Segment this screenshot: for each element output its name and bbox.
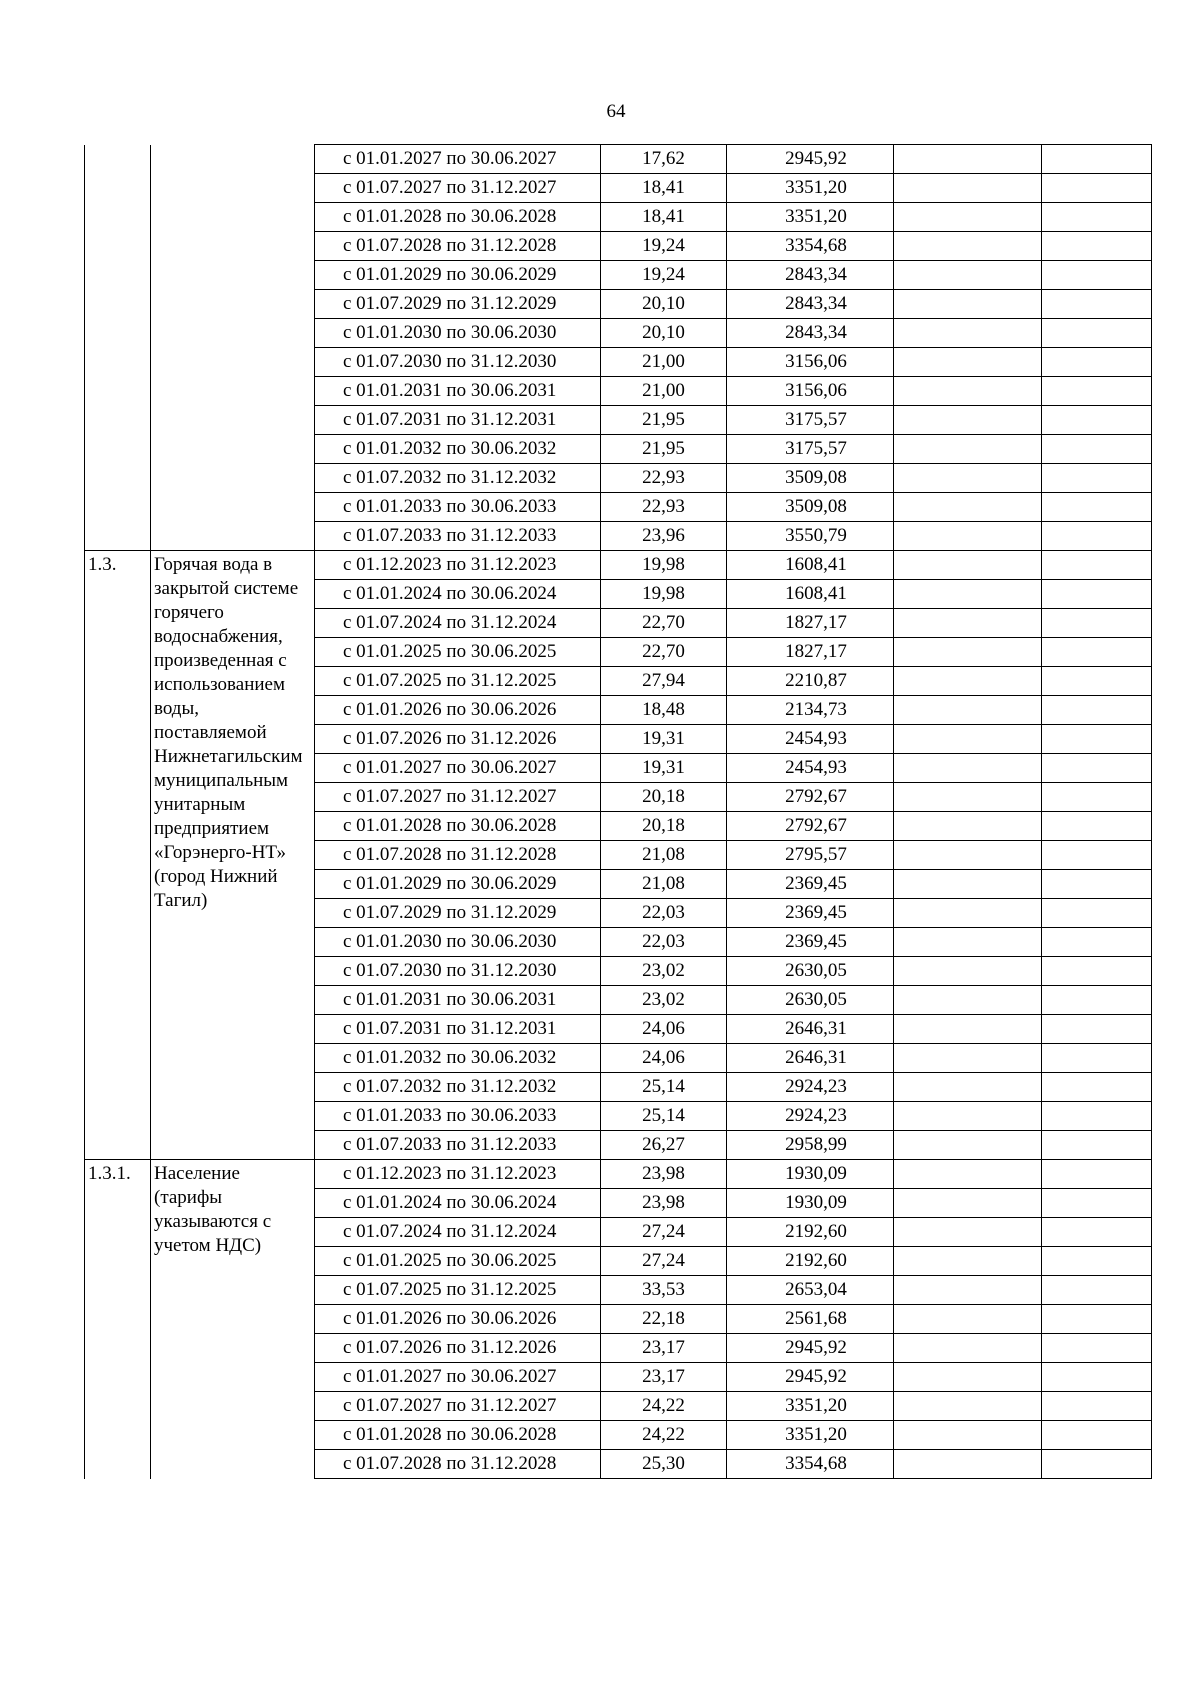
- section-name: Население (тарифы указываются с учетом НДС): [151, 1160, 315, 1479]
- empty-cell: [1042, 1131, 1152, 1160]
- value-cell-1: 23,98: [601, 1160, 727, 1189]
- empty-cell: [894, 986, 1042, 1015]
- empty-cell: [894, 290, 1042, 319]
- value-cell-2: 2924,23: [727, 1102, 894, 1131]
- period-cell: с 01.07.2026 по 31.12.2026: [315, 1334, 601, 1363]
- period-cell: с 01.01.2028 по 30.06.2028: [315, 812, 601, 841]
- value-cell-2: 3351,20: [727, 1421, 894, 1450]
- value-cell-2: 2795,57: [727, 841, 894, 870]
- empty-cell: [1042, 754, 1152, 783]
- value-cell-1: 18,48: [601, 696, 727, 725]
- section-number: 1.3.1.: [85, 1160, 151, 1479]
- empty-cell: [894, 638, 1042, 667]
- empty-cell: [1042, 899, 1152, 928]
- value-cell-2: 2958,99: [727, 1131, 894, 1160]
- empty-cell: [894, 1305, 1042, 1334]
- value-cell-2: 3175,57: [727, 435, 894, 464]
- value-cell-1: 24,22: [601, 1421, 727, 1450]
- empty-cell: [1042, 696, 1152, 725]
- period-cell: с 01.01.2027 по 30.06.2027: [315, 145, 601, 174]
- empty-cell: [1042, 870, 1152, 899]
- empty-cell: [1042, 1421, 1152, 1450]
- period-cell: с 01.07.2028 по 31.12.2028: [315, 841, 601, 870]
- period-cell: с 01.07.2028 по 31.12.2028: [315, 1450, 601, 1479]
- empty-cell: [1042, 348, 1152, 377]
- value-cell-2: 2843,34: [727, 261, 894, 290]
- period-cell: с 01.07.2030 по 31.12.2030: [315, 957, 601, 986]
- empty-cell: [1042, 1102, 1152, 1131]
- empty-cell: [894, 1102, 1042, 1131]
- value-cell-2: 2945,92: [727, 1363, 894, 1392]
- empty-cell: [1042, 841, 1152, 870]
- value-cell-1: 18,41: [601, 203, 727, 232]
- empty-cell: [894, 1276, 1042, 1305]
- empty-cell: [1042, 1334, 1152, 1363]
- period-cell: с 01.01.2032 по 30.06.2032: [315, 435, 601, 464]
- value-cell-2: 2454,93: [727, 725, 894, 754]
- empty-cell: [894, 1073, 1042, 1102]
- value-cell-2: 2653,04: [727, 1276, 894, 1305]
- value-cell-2: 2646,31: [727, 1044, 894, 1073]
- value-cell-2: 2945,92: [727, 145, 894, 174]
- empty-cell: [894, 1247, 1042, 1276]
- empty-cell: [894, 783, 1042, 812]
- empty-cell: [894, 435, 1042, 464]
- value-cell-1: 19,31: [601, 754, 727, 783]
- value-cell-2: 2561,68: [727, 1305, 894, 1334]
- value-cell-1: 33,53: [601, 1276, 727, 1305]
- period-cell: с 01.01.2032 по 30.06.2032: [315, 1044, 601, 1073]
- period-cell: с 01.07.2032 по 31.12.2032: [315, 1073, 601, 1102]
- period-cell: с 01.01.2033 по 30.06.2033: [315, 1102, 601, 1131]
- value-cell-1: 21,00: [601, 348, 727, 377]
- empty-cell: [894, 1421, 1042, 1450]
- period-cell: с 01.01.2026 по 30.06.2026: [315, 1305, 601, 1334]
- period-cell: с 01.07.2024 по 31.12.2024: [315, 1218, 601, 1247]
- value-cell-1: 27,24: [601, 1218, 727, 1247]
- value-cell-1: 19,98: [601, 551, 727, 580]
- value-cell-1: 19,98: [601, 580, 727, 609]
- period-cell: с 01.07.2033 по 31.12.2033: [315, 1131, 601, 1160]
- empty-cell: [1042, 493, 1152, 522]
- empty-cell: [894, 754, 1042, 783]
- empty-cell: [894, 609, 1042, 638]
- empty-cell: [894, 1160, 1042, 1189]
- empty-cell: [1042, 1073, 1152, 1102]
- value-cell-2: 2924,23: [727, 1073, 894, 1102]
- period-cell: с 01.01.2024 по 30.06.2024: [315, 580, 601, 609]
- value-cell-1: 19,24: [601, 232, 727, 261]
- empty-cell: [1042, 145, 1152, 174]
- value-cell-2: 2192,60: [727, 1247, 894, 1276]
- value-cell-2: 2630,05: [727, 986, 894, 1015]
- empty-cell: [1042, 1015, 1152, 1044]
- value-cell-1: 17,62: [601, 145, 727, 174]
- period-cell: с 01.07.2027 по 31.12.2027: [315, 174, 601, 203]
- empty-cell: [894, 957, 1042, 986]
- value-cell-2: 1930,09: [727, 1160, 894, 1189]
- value-cell-1: 22,70: [601, 638, 727, 667]
- empty-cell: [1042, 232, 1152, 261]
- empty-cell: [894, 174, 1042, 203]
- table-row: [85, 1160, 1152, 1189]
- period-cell: с 01.12.2023 по 31.12.2023: [315, 551, 601, 580]
- empty-cell: [1042, 986, 1152, 1015]
- value-cell-2: 2192,60: [727, 1218, 894, 1247]
- empty-cell: [894, 145, 1042, 174]
- empty-cell: [894, 725, 1042, 754]
- value-cell-2: 2369,45: [727, 928, 894, 957]
- value-cell-1: 19,31: [601, 725, 727, 754]
- empty-cell: [894, 667, 1042, 696]
- period-cell: с 01.07.2025 по 31.12.2025: [315, 1276, 601, 1305]
- value-cell-1: 21,08: [601, 841, 727, 870]
- value-cell-1: 23,17: [601, 1363, 727, 1392]
- empty-cell: [894, 1015, 1042, 1044]
- empty-cell: [1042, 319, 1152, 348]
- empty-cell: [1042, 522, 1152, 551]
- empty-cell: [1042, 406, 1152, 435]
- value-cell-1: 22,03: [601, 899, 727, 928]
- section-number: 1.3.: [85, 551, 151, 1160]
- value-cell-2: 3175,57: [727, 406, 894, 435]
- empty-cell: [1042, 783, 1152, 812]
- period-cell: с 01.01.2031 по 30.06.2031: [315, 986, 601, 1015]
- period-cell: с 01.07.2029 по 31.12.2029: [315, 899, 601, 928]
- period-cell: с 01.01.2031 по 30.06.2031: [315, 377, 601, 406]
- period-cell: с 01.07.2028 по 31.12.2028: [315, 232, 601, 261]
- value-cell-1: 23,96: [601, 522, 727, 551]
- period-cell: с 01.12.2023 по 31.12.2023: [315, 1160, 601, 1189]
- value-cell-1: 21,00: [601, 377, 727, 406]
- tariff-table: [84, 144, 1152, 1479]
- empty-cell: [894, 899, 1042, 928]
- value-cell-1: 20,10: [601, 319, 727, 348]
- value-cell-1: 22,93: [601, 493, 727, 522]
- section-number: [85, 145, 151, 551]
- empty-cell: [894, 1044, 1042, 1073]
- empty-cell: [894, 1189, 1042, 1218]
- period-cell: с 01.01.2025 по 30.06.2025: [315, 1247, 601, 1276]
- value-cell-2: 2843,34: [727, 290, 894, 319]
- value-cell-1: 20,18: [601, 812, 727, 841]
- value-cell-1: 22,93: [601, 464, 727, 493]
- value-cell-2: 2369,45: [727, 899, 894, 928]
- value-cell-1: 21,95: [601, 406, 727, 435]
- value-cell-2: 1608,41: [727, 551, 894, 580]
- value-cell-2: 3354,68: [727, 232, 894, 261]
- empty-cell: [1042, 667, 1152, 696]
- empty-cell: [894, 377, 1042, 406]
- period-cell: с 01.01.2028 по 30.06.2028: [315, 1421, 601, 1450]
- empty-cell: [894, 1131, 1042, 1160]
- value-cell-2: 3351,20: [727, 174, 894, 203]
- period-cell: с 01.01.2029 по 30.06.2029: [315, 261, 601, 290]
- value-cell-2: 2945,92: [727, 1334, 894, 1363]
- empty-cell: [894, 522, 1042, 551]
- period-cell: с 01.01.2029 по 30.06.2029: [315, 870, 601, 899]
- empty-cell: [1042, 290, 1152, 319]
- value-cell-1: 24,06: [601, 1015, 727, 1044]
- empty-cell: [894, 203, 1042, 232]
- empty-cell: [1042, 1044, 1152, 1073]
- empty-cell: [1042, 261, 1152, 290]
- value-cell-1: 20,10: [601, 290, 727, 319]
- empty-cell: [894, 551, 1042, 580]
- value-cell-2: 3509,08: [727, 493, 894, 522]
- empty-cell: [1042, 203, 1152, 232]
- period-cell: с 01.07.2033 по 31.12.2033: [315, 522, 601, 551]
- empty-cell: [1042, 1276, 1152, 1305]
- empty-cell: [894, 812, 1042, 841]
- empty-cell: [1042, 1218, 1152, 1247]
- empty-cell: [894, 319, 1042, 348]
- section-name: Горячая вода в закрытой системе горячего водоснабжения, произведенная с использованием воды, поставляемой Нижнетагильским муниципальным унитарным предприятием «Горэнерго-НТ» (город Нижний Тагил): [151, 551, 315, 1160]
- value-cell-1: 26,27: [601, 1131, 727, 1160]
- value-cell-2: 2134,73: [727, 696, 894, 725]
- period-cell: с 01.01.2025 по 30.06.2025: [315, 638, 601, 667]
- value-cell-1: 27,24: [601, 1247, 727, 1276]
- empty-cell: [1042, 812, 1152, 841]
- value-cell-2: 3550,79: [727, 522, 894, 551]
- tariff-table-body: [85, 145, 1152, 1479]
- empty-cell: [1042, 1450, 1152, 1479]
- value-cell-1: 24,06: [601, 1044, 727, 1073]
- empty-cell: [894, 870, 1042, 899]
- empty-cell: [894, 348, 1042, 377]
- value-cell-2: 2646,31: [727, 1015, 894, 1044]
- value-cell-2: 2454,93: [727, 754, 894, 783]
- empty-cell: [894, 261, 1042, 290]
- empty-cell: [1042, 174, 1152, 203]
- period-cell: с 01.01.2027 по 30.06.2027: [315, 1363, 601, 1392]
- period-cell: с 01.01.2030 по 30.06.2030: [315, 928, 601, 957]
- value-cell-2: 3354,68: [727, 1450, 894, 1479]
- value-cell-1: 23,17: [601, 1334, 727, 1363]
- value-cell-1: 23,02: [601, 957, 727, 986]
- period-cell: с 01.07.2031 по 31.12.2031: [315, 406, 601, 435]
- empty-cell: [894, 1363, 1042, 1392]
- value-cell-2: 1930,09: [727, 1189, 894, 1218]
- empty-cell: [1042, 377, 1152, 406]
- empty-cell: [894, 696, 1042, 725]
- empty-cell: [1042, 928, 1152, 957]
- period-cell: с 01.01.2033 по 30.06.2033: [315, 493, 601, 522]
- period-cell: с 01.01.2026 по 30.06.2026: [315, 696, 601, 725]
- value-cell-1: 18,41: [601, 174, 727, 203]
- value-cell-1: 22,70: [601, 609, 727, 638]
- value-cell-1: 23,98: [601, 1189, 727, 1218]
- value-cell-2: 3156,06: [727, 377, 894, 406]
- period-cell: с 01.01.2027 по 30.06.2027: [315, 754, 601, 783]
- value-cell-1: 27,94: [601, 667, 727, 696]
- period-cell: с 01.07.2032 по 31.12.2032: [315, 464, 601, 493]
- table-row: [85, 145, 1152, 174]
- value-cell-2: 2630,05: [727, 957, 894, 986]
- empty-cell: [894, 464, 1042, 493]
- empty-cell: [1042, 435, 1152, 464]
- empty-cell: [894, 232, 1042, 261]
- period-cell: с 01.07.2030 по 31.12.2030: [315, 348, 601, 377]
- empty-cell: [1042, 1392, 1152, 1421]
- empty-cell: [1042, 1189, 1152, 1218]
- value-cell-1: 25,14: [601, 1073, 727, 1102]
- empty-cell: [894, 1392, 1042, 1421]
- empty-cell: [1042, 638, 1152, 667]
- empty-cell: [1042, 1363, 1152, 1392]
- value-cell-1: 22,03: [601, 928, 727, 957]
- period-cell: с 01.07.2031 по 31.12.2031: [315, 1015, 601, 1044]
- empty-cell: [894, 1450, 1042, 1479]
- empty-cell: [1042, 609, 1152, 638]
- value-cell-2: 2792,67: [727, 812, 894, 841]
- section-name: [151, 145, 315, 551]
- empty-cell: [894, 841, 1042, 870]
- period-cell: с 01.07.2025 по 31.12.2025: [315, 667, 601, 696]
- value-cell-2: 1827,17: [727, 609, 894, 638]
- value-cell-2: 2210,87: [727, 667, 894, 696]
- period-cell: с 01.01.2028 по 30.06.2028: [315, 203, 601, 232]
- empty-cell: [1042, 1247, 1152, 1276]
- empty-cell: [1042, 957, 1152, 986]
- empty-cell: [1042, 464, 1152, 493]
- value-cell-2: 3156,06: [727, 348, 894, 377]
- period-cell: с 01.07.2027 по 31.12.2027: [315, 1392, 601, 1421]
- value-cell-1: 20,18: [601, 783, 727, 812]
- value-cell-2: 1608,41: [727, 580, 894, 609]
- empty-cell: [894, 406, 1042, 435]
- empty-cell: [1042, 725, 1152, 754]
- value-cell-1: 23,02: [601, 986, 727, 1015]
- value-cell-1: 25,30: [601, 1450, 727, 1479]
- value-cell-1: 25,14: [601, 1102, 727, 1131]
- value-cell-2: 3509,08: [727, 464, 894, 493]
- empty-cell: [894, 1334, 1042, 1363]
- empty-cell: [894, 928, 1042, 957]
- period-cell: с 01.07.2027 по 31.12.2027: [315, 783, 601, 812]
- empty-cell: [1042, 580, 1152, 609]
- value-cell-1: 19,24: [601, 261, 727, 290]
- value-cell-2: 2369,45: [727, 870, 894, 899]
- value-cell-2: 1827,17: [727, 638, 894, 667]
- value-cell-2: 3351,20: [727, 203, 894, 232]
- period-cell: с 01.01.2024 по 30.06.2024: [315, 1189, 601, 1218]
- period-cell: с 01.07.2029 по 31.12.2029: [315, 290, 601, 319]
- empty-cell: [1042, 551, 1152, 580]
- page-number: 64: [606, 101, 626, 122]
- table-row: [85, 551, 1152, 580]
- value-cell-2: 3351,20: [727, 1392, 894, 1421]
- period-cell: с 01.07.2024 по 31.12.2024: [315, 609, 601, 638]
- value-cell-1: 24,22: [601, 1392, 727, 1421]
- value-cell-1: 22,18: [601, 1305, 727, 1334]
- value-cell-2: 2843,34: [727, 319, 894, 348]
- empty-cell: [1042, 1160, 1152, 1189]
- empty-cell: [894, 493, 1042, 522]
- period-cell: с 01.07.2026 по 31.12.2026: [315, 725, 601, 754]
- period-cell: с 01.01.2030 по 30.06.2030: [315, 319, 601, 348]
- empty-cell: [1042, 1305, 1152, 1334]
- value-cell-2: 2792,67: [727, 783, 894, 812]
- value-cell-1: 21,08: [601, 870, 727, 899]
- empty-cell: [894, 580, 1042, 609]
- value-cell-1: 21,95: [601, 435, 727, 464]
- empty-cell: [894, 1218, 1042, 1247]
